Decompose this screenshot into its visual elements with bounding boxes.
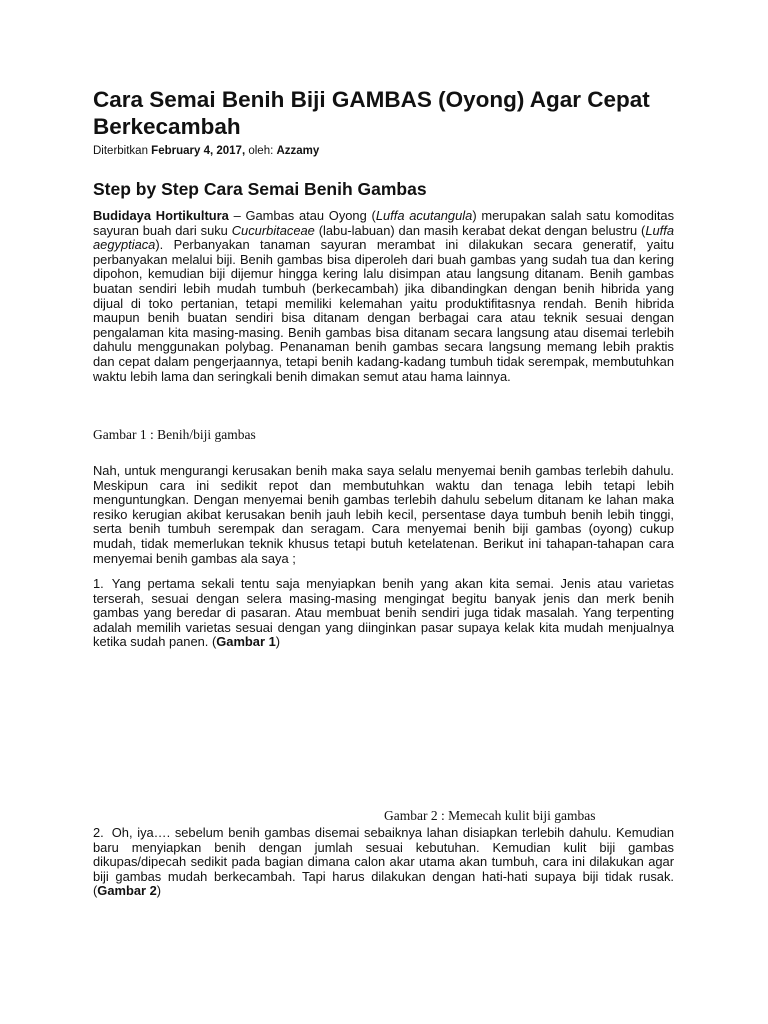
intro-text-2: ) merupakan salah satu komoditas sayuran buah dari suku (93, 208, 675, 238)
figure-ref-1: Gambar 1 (216, 634, 276, 650)
meta-prefix: Diterbitkan (93, 145, 152, 157)
body-paragraph: Nah, untuk mengurangi kerusakan benih maka saya selalu menyemai benih gambas terlebih dahulu. Meskipun cara ini sedikit repot dan membutuhkan waktu dan tenaga lebih tetapi lebih menguntungkan. Dengan menyemai benih gambas terlebih dahulu sebelum ditanam ke lahan maka resiko kerugian akibat kerusakan benih jauh lebih kecil, persentase daya tumbuh benih lebih tinggi, serta benih tumbuh serempak dan seragam. Cara menyemai benih biji gambas (oyong) cukup mudah, tidak memerlukan teknik khusus tetapi butuh ketelatenan. Berikut ini tahapan-tahapan cara menyemai benih gambas ala saya ; (93, 463, 674, 566)
publish-date: February 4, 2017, (151, 145, 246, 157)
meta-by: oleh: (245, 145, 277, 157)
article-title: Cara Semai Benih Biji GAMBAS (Oyong) Agar Cepat Berkecambah (93, 87, 650, 139)
figure-ref-2: Gambar 2 (97, 883, 157, 899)
author-name: Azzamy (276, 145, 320, 157)
step-1-text: Yang pertama sekali tentu saja menyiapkan benih yang akan kita semai. Jenis atau varietas terserah, sesuai dengan selera masing-masing mengingat begitu banyak jenis dan merk benih gambas yang beredar di pasaran. Atau membuat benih sendiri juga tidak masalah. Yang terpenting adalah memilih varietas sesuai dengan yang diinginkan pasar supaya kelak kita mudah menjualnya ketika sudah panen. ( (93, 576, 674, 650)
step-number: 1. (93, 576, 104, 591)
family-name: Cucurbitaceae (231, 222, 315, 238)
step-2-text: Oh, iya…. sebelum benih gambas disemai sebaiknya lahan disiapkan terlebih dahulu. Kemudian baru menyiapkan benih dengan jumlah sesuai kebutuhan. Kemudian kulit biji gambas dikupas/dipecah sedikit pada bagian dimana calon akar utama akan tumbuh, cara ini dilakukan agar biji gambas mudah berkecambah. Tapi harus dilakukan dengan hati-hati supaya biji tidak rusak. ( (93, 825, 674, 899)
figure-caption-1: Gambar 1 : Benih/biji gambas (93, 427, 256, 442)
intro-paragraph (93, 209, 674, 384)
species-name-1: Luffa acutangula (375, 208, 473, 223)
step-1-paragraph (93, 577, 674, 650)
species-name-2: Luffa aegyptiaca (93, 222, 675, 253)
step-2-paragraph (93, 826, 674, 899)
step-number: 2. (93, 825, 104, 840)
intro-text-3: (labu-labuan) dan masih kerabat dekat dengan belustru ( (314, 222, 646, 238)
intro-text-1: – Gambas atau Oyong ( (228, 208, 376, 223)
article-meta (93, 144, 319, 158)
intro-text-4: ). Perbanyakan tanaman sayuran merambat ini dilakukan secara generatif, yaitu perbanyakan melalui biji. Benih gambas bisa diperoleh dari buah gambas yang sudah tua dan kering dipohon, kemudian biji dijemur hingga kering lalu disimpan atau langsung ditanam. Benih gambas buatan sendiri lebih mudah tumbuh (berkecambah) jika dibandingkan dengan benih hibrida yang dijual di toko pertanian, tetapi memiliki kelemahan yaitu produktifitasnya rendah. Benih hibrida maupun benih buatan sendiri bisa ditanam dengan berbagai cara atau teknik sesuai dengan pengalaman kita masing-masing. Benih gambas bisa ditanam secara langsung atau disemai terlebih dahulu menggunakan polybag. Penanaman benih gambas secara langsung memang lebih praktis dan cepat dalam pengerjaannya, tetapi benih kadang-kadang tumbuh tidak serempak, membutuhkan waktu lebih lama dan seringkali benih dimakan semut atau hama lainnya. (93, 237, 674, 384)
paren-close: ) (275, 634, 281, 650)
section-heading: Step by Step Cara Semai Benih Gambas (93, 179, 427, 199)
intro-lead: Budidaya Hortikultura (93, 208, 229, 223)
figure-caption-2: Gambar 2 : Memecah kulit biji gambas (384, 808, 596, 823)
paren-close: ) (156, 883, 162, 899)
